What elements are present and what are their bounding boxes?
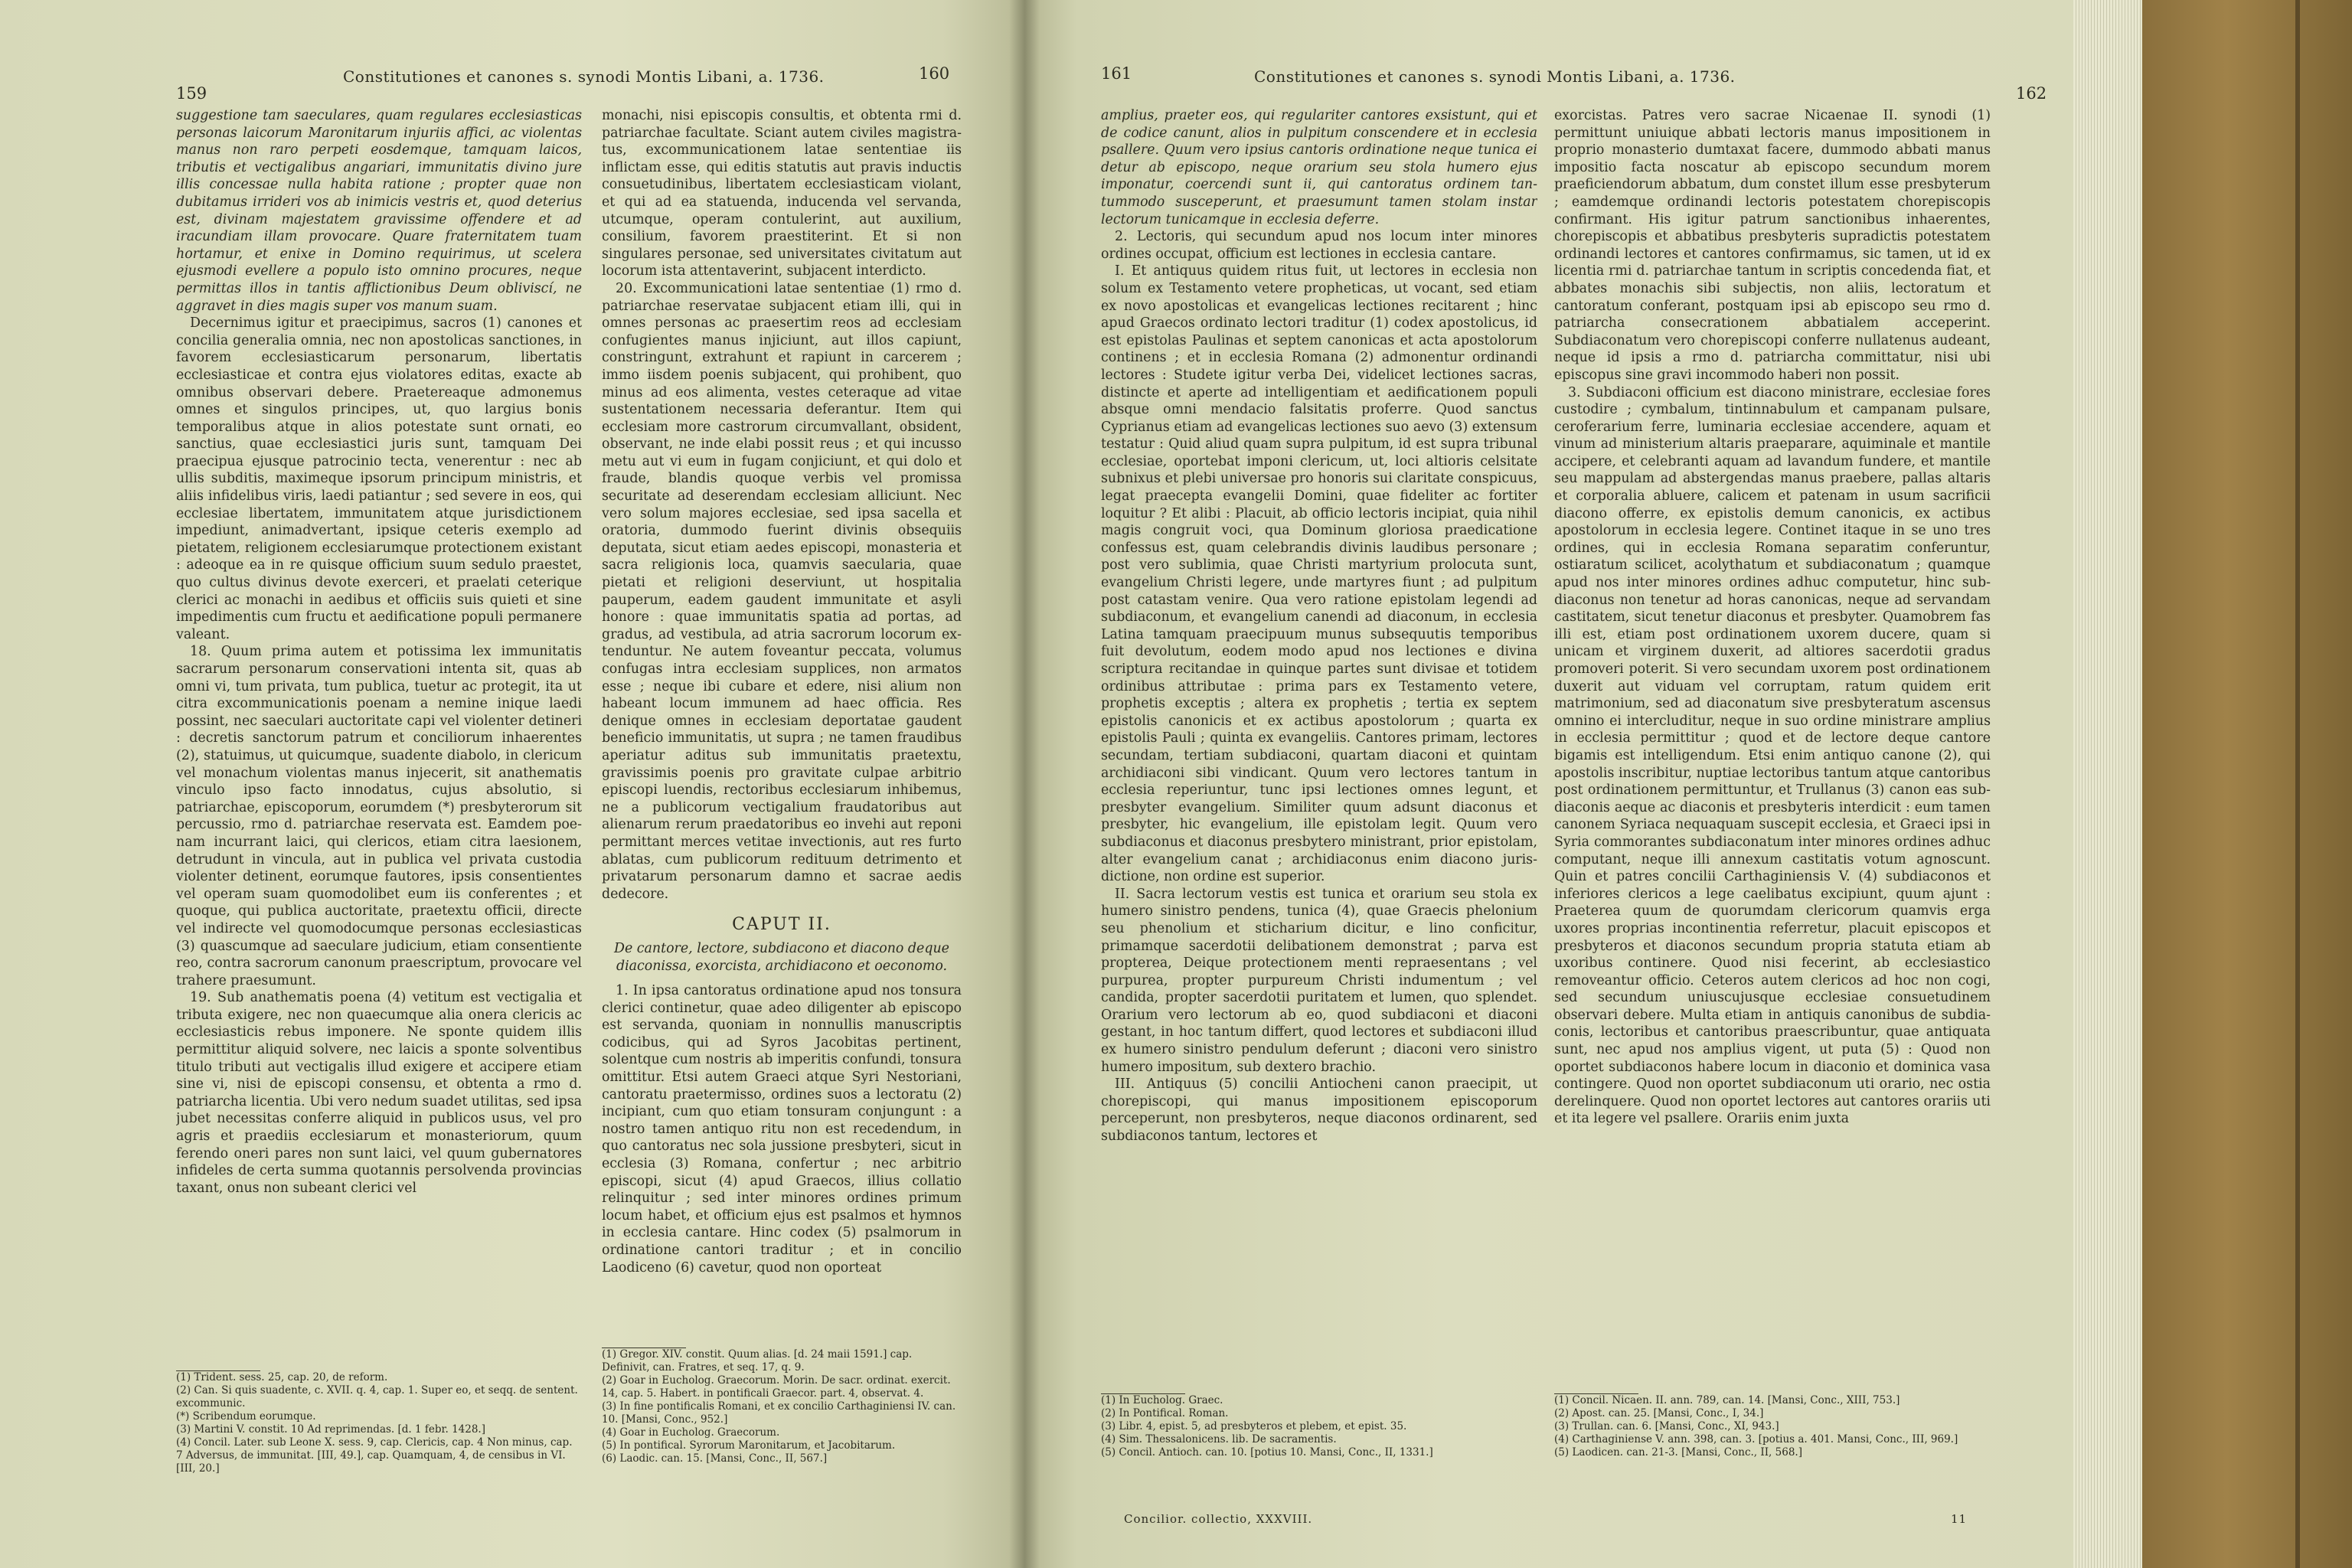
chapter-title: CAPUT II. (732, 915, 831, 935)
paragraph: I. Et antiquus quidem ritus fuit, ut lectores in ecclesia non solum ex Testamento vetere propheticas, ut vocant, sed etiam ex novo apostolicas et evangelicas lectiones recitarent ; hinc apud Graecos ordinato lectori traditur (1) codex apostolicus, id est epistolas Paulinas et septem canonicas et acta apostolorum continens ; et in ecclesia Romana (2) admonentur ordinandi lectores : Studete igitur verba Dei, videlicet lectiones sacras, distincte et aperte ad intelligentiam et aedificationem populi absque omni mendacio falsitatis proferre. Quod sanctus Cyprianus etiam ad evangelicas lectiones suo aevo (3) extensum testatur : Quid aliud quam supra pulpitum, id est supra tribunal ecclesiae, oportebat imponi clericum, ut, loci altioris celsitate subnixus et plebi universae pro honoris sui claritate conspicuus, legat praecepta evangelii Domini, quae fideliter ac fortiter loquitur ? Et alibi : Placuit, ab officio lectoris incipiat, quia nihil magis congruit voci, qua Dominum gloriosa praedicatione confessus est, quam celebrandis divinis laudibus personare ; post vero sublimia, quae Christi martyrium prolocuta sunt, evangelium Christi legere, unde martyres fiunt ; ad pulpitum post catastam venire. Qua vero ratione epistolam legendi ad subdiaconum, et evangelium canendi ad diaconum, in ecclesia Latina tamquam praecipuum munus subsequutis temporibus fuit devolutum, eodem modo apud nos lectiones e divina scriptura recitandae in quinque partes sunt divisae et totidem ordinibus attributae : prima pars ex Testamento vetere, prophetis exceptis ; altera ex prophetis ; tertia ex septem epistolis canonicis et ex actibus apostolorum ; quarta ex epistolis Pauli ; quinta ex evangeliis. Cantores primam, lectores secundam, tertiam subdiaconi, quartam diaconi et quintam archidiaconi sibi vindicant. Quum vero lectores tantum in ecclesia reperiuntur, tunc ipsi lectiones omnes legunt, et presbyter evangelium. Similiter quum adsunt diaconus et presbyter, hic evangelium, ille epistolam legit. Quum vero subdiaconus et diaconus presbytero ministrant, prior epistolam, alter evangelium canat ; archidiaconus enim diacono jurisdictione, non ordine est superior. (1101, 263, 1537, 885)
page-number-left-inner: 160 (919, 64, 950, 83)
footnote: (1) Trident. sess. 25, cap. 20, de reform. (176, 1371, 388, 1383)
paragraph: 3. Subdiaconi officium est diacono ministrare, ecclesiae fores custodire ; cymbalum, tintinnabulum et campanam pulsare, ceroferarium ferre, luminaria ecclesiae accendere, aquam et vinum ad ministerium altaris praeparare, aquiminale et mantile accipere, et celebranti aquam ad lavandum fundere, et mantile seu mappulam ad abstergendas manus praebere, pallas altaris et corporalia abluere, calicem et patenam in usum sacrificii diacono offerre, ex epistolis demum canonicis, ex actibus apostolorum in ecclesia legere. Continet itaque in se uno tres ordines, qui in ecclesia Romana separatim conferuntur, ostiaratum scilicet, acolythatum et subdiaconatum ; quamque apud nos inter minores ordines adhuc computetur, hinc subdiaconus non tenetur ad horas canonicas, neque ad servandam castitatem, sicut tenetur diaconus et presbyter. Quamobrem fas illi est, etiam post ordinationem uxorem ducere, quam si unicam et virginem duxerit, ad altiores sacerdotii gradus promoveri poterit. Si vero secundam uxorem post ordinationem duxerit aut viduam vel corruptam, ratum quidem erit matrimonium, sed ad diaconatum sive presbyteratum ascensus omnino ei intercluditur, neque in suo ordine ministrare amplius in ecclesia permittitur ; quod et de lectore deque cantore bigamis est intelligendum. Etsi enim antiquo canone (2), qui apostolis inscribitur, nuptiae lectoribus tantum atque cantoribus post ordinationem permittuntur, et Trullanus (3) canon eas subdiaconis aeque ac diaconis et presbyteris interdicit : eum tamen canonem Syriaca nequaquam suscepit ecclesia, et Graeci ipsi in Syria commorantes subdiaconatum inter minores ordines adhuc computant, neque illi annexum castitatis votum agnoscunt. Quin et patres concilii Carthaginiensis V. (4) subdiaconos et inferiores clericos a lege caelibatus excipiunt, quum ajunt : Praeterea quum de quorumdam clericorum quamvis erga uxores proprias incontinentia referretur, placuit episcopos et presbyteros et diaconos secundum propria statuta etiam ab uxoribus continere. Quod nisi fecerint, ab ecclesiastico removeantur officio. Ceteros autem clericos ad hoc non cogi, sed secundum uniuscujusque ecclesiae consuetudinem observari debere. Multa etiam in antiquis canonibus de subdiaconis, lectoribus et cantoribus praescribuntur, quae antiquata sunt, nec apud nos amplius vigent, ut puta (5) : Quod non oportet subdiaconos habere locum in diaconio et dominica vasa contingere. Quod non oportet subdiaconum uti orario, nec ostia derelinquere. Quod non oportet lectores aut cantores orariis uti et ita legere vel psallere. Orariis enim juxta (1554, 384, 1991, 1127)
chapter-subtitle: De cantore, lectore, subdiacono et diacono deque diaconissa, exorcista, archidiacono et oeconomo. (614, 940, 949, 974)
right-column-1 (1101, 107, 1537, 1370)
right-column-2 (1554, 107, 1991, 1370)
left-column-1 (176, 107, 582, 1332)
book-gutter (1009, 0, 1040, 1568)
paragraph: 2. Lectoris, qui secundum apud nos locum inter minores ordines occupat, officium est lectiones in ecclesia cantare. (1101, 229, 1537, 262)
footnote: (1) Gregor. XIV. constit. Quum alias. [d. 24 maii 1591.] cap. Definivit, can. Fratres, et seq. 17, q. 9. (602, 1348, 913, 1374)
page-edges (2073, 0, 2142, 1568)
right-page (1024, 0, 2073, 1568)
page-number-right-inner: 161 (1101, 64, 1132, 83)
footnotes-left-2 (602, 1348, 962, 1465)
footnote: (4) Goar in Eucholog. Graecorum. (602, 1426, 780, 1439)
footnote: (4) Sim. Thessalonicens. lib. De sacramentis. (1101, 1433, 1337, 1446)
running-head-left: Constitutiones et canones s. synodi Montis Libani, a. 1736. (343, 67, 825, 86)
paragraph: amplius, praeter eos, qui regulariter cantores exsistunt, qui et de codice canunt, alios in pulpitum conscendere et in ecclesia psallere. Quum vero ipsius cantoris ordinatione neque tunica ei detur ab episcopo, neque orarium seu stola humero ejus imponatur, coercendi sunt ii, qui cantoratus ordinem tantummodo susceperunt, et praesumunt tamen stolam instar lectorum tunicamque in ecclesia deferre. (1101, 108, 1537, 227)
paragraph: 1. In ipsa cantoratus ordinatione apud nos tonsura clerici continetur, quae adeo diligenter ab episcopo est servanda, quoniam in nonnullis manuscriptis codicibus, qui ad Syros Jacobitas pertinent, solentque cum nostris ab imperitis confundi, tonsura omittitur. Etsi autem Graeci atque Syri Nestoriani, cantoratu praetermisso, ordines suos a lectoratu (2) incipiant, cum quo etiam tonsuram conjungunt : a nostro tamen antiquo ritu non est recedendum, in quo cantoratus nec sola jussione presbyteri, sicut in ecclesia (3) Romana, confertur ; nec arbitrio episcopi, sicut (4) apud Graecos, illius collatio relinquitur ; sed inter minores ordines primum locum habet, et officium ejus est psalmos et hymnos in ecclesia cantare. Hinc codex (5) psalmorum in ordinatione cantori traditur ; et in concilio Laodiceno (6) cavetur, quod non oporteat (602, 983, 962, 1276)
footnote: (6) Laodic. can. 15. [Mansi, Conc., II, 567.] (602, 1452, 828, 1465)
page-number-left-outer: 159 (176, 84, 207, 103)
paragraph: 20. Excommunicationi latae sententiae (1) rmo d. patriarchae reservatae subjacent etiam illi, qui in omnes personas ac praesertim reos ad ecclesiam confugientes manus injiciunt, aut illos capiunt, constringunt, extrahunt et rapiunt in carcerem ; immo iisdem poenis subjacent, qui prohibent, quo minus ad eos alimenta, vestes ceteraque ad vitae sustentationem necessaria deferantur. Item qui ecclesiam more castrorum circumvallant, obsident, observant, ne inde elabi possit reus ; et qui incusso metu aut vi eum in fugam conjiciunt, et qui dolo et fraude, blandis quoque verbis vel promissa securitate ad deserendam ecclesiam alliciunt. Nec vero solum majores ecclesiae, sed ipsa sacella et oratoria, dummodo fuerint divinis obsequiis deputata, sicut etiam aedes episcopi, monasteria et sacra religionis loca, quamvis saecularia, quae pietati et religioni deserviunt, ut hospitalia pauperum, eadem gaudent immunitate et asyli honore : quae immunitatis spatia ad portas, ad gradus, ad vestibula, ad atria sacrorum locorum extenduntur. Ne autem foveantur peccata, volumus confugas intra ecclesiam supplices, non armatos esse ; neque ibi cubare et edere, nisi alium non habeant locum immunem ad haec officia. Res denique omnes in ecclesiam deportatae gaudent beneficio immunitatis, ut supra ; ne tamen fraudibus aperiatur aditus sub immunitatis praetextu, gravissimis poenis pro gravitate culpae arbitrio episcopi luendis, rectoribus ecclesiarum inhibemus, ne a publicorum vectigalium fraudatoribus aut alienarum rerum praedatoribus eo invehi aut reponi permittant merces vetitae invectionis, aut res furto ablatas, cum publicorum redituum detrimento et privatarum personarum damno et sacrae aedis dedecore. (602, 280, 962, 902)
paragraph: Decernimus igitur et praecipimus, sacros (1) canones et concilia generalia omnia, nec non apostolicas sanctiones, in favorem ecclesiasticarum personarum, libertatis ecclesiasticae et contra ejus violatores editas, exacte ab omnibus observari debere. Praetereaque admonemus omnes et singulos principes, ut, quo largius bonis temporalibus atque in alios potestate sunt ornati, eo sanctius, quae ecclesiastici juris sunt, tamquam Dei praecipua ejusque patrocinio tecta, venerentur : nec ab ullis subditis, maximeque ipsorum principum ministris, et aliis infidelibus viris, laedi patiantur ; sed severe in eos, qui ecclesiae libertatem, immunitatem atque jurisdictionem impediunt, animadvertant, ipsique ceteris exemplo ad pietatem, religionem ecclesiarumque protectionem existant : adeoque ea in re quisque officium suum sedulo praestet, quo cultus divinus devote exerceri, et praelati ceterique clerici ac monachi in aedibus et officiis suis quieti et sine impedimentis cum fructu et aedificatione populi permanere valeant. (176, 315, 582, 642)
footnote: (4) Concil. Later. sub Leone X. sess. 9, cap. Clericis, cap. 4 Non minus, cap. 7 Adversus, de immunitat. [III, 49.], cap. Quamquam, 4, de censibus in VI. [III, 20.] (176, 1436, 573, 1475)
footnote: (5) In pontifical. Syrorum Maronitarum, et Jacobitarum. (602, 1439, 896, 1452)
paragraph: suggestione tam saeculares, quam regulares ecclesiasticas personas laicorum Maronitarum injuriis affici, ac violentas manus non raro perpeti eosdemque, tamquam laicos, tributis et vectigalibus angariari, immunitatis divino jure illis concessae nulla habita ratione ; propter quae non dubitamus irrideri vos ab inimicis vestris et, quod deterius est, divinam majestatem gravissime offendere et ad iracundiam illam provocare. Quare fraternitatem tuam hortamur, et enixe in Domino requirimus, ut scelera ejusmodi evellere a populo isto omnino procures, neque permittas illos in tantis afflictionibus Deum obliviscí, ne aggravet in dies magis super vos manum suam. (176, 108, 582, 314)
left-page (0, 0, 1024, 1568)
left-column-2 (602, 107, 962, 1332)
footnote: (5) Concil. Antioch. can. 10. [potius 10. Mansi, Conc., II, 1331.] (1101, 1446, 1433, 1459)
footnote: (2) Goar in Eucholog. Graecorum. Morin. De sacr. ordinat. exercit. 14, cap. 5. Habert. in pontificali Graecor. part. 4, observat. 4. (602, 1374, 951, 1400)
running-head-right: Constitutiones et canones s. synodi Montis Libani, a. 1736. (1254, 67, 1736, 86)
footnote: (3) Martini V. constit. 10 Ad reprimendas. [d. 1 febr. 1428.] (176, 1423, 485, 1436)
paragraph: exorcistas. Patres vero sacrae Nicaenae II. synodi (1) permittunt uniuique abbati lectoris manus impositionem in proprio monasterio dumtaxat facere, dummodo abbati manus impositio facta noscatur ab episcopo secundum morem praeficiendorum abbatum, dum constet illum esse presbyterum ; eamdemque ordinandi lectoris potestatem chorepiscopis confirmant. His igitur patrum sanctionibus inhaerentes, chorepiscopis et abbatibus presbyteris supradictis potestatem ordinandi lectores et cantores confirmamus, sic tamen, ut id ex licentia rmi d. patriarchae tantum in scriptis concedenda fiat, et abbates monachis sibi subjectis, non aliis, lectoratum et cantoratum conferant, postquam ipsi ab episcopo seu rmo d. patriarcha consecrationem abbatialem acceperint. Subdiaconatum vero chorepiscopi conferre nullatenus audeant, neque id ipsis a rmo d. patriarcha committatur, nisi ubi episcopus sine gravi incommodo haberi non possit. (1554, 108, 1991, 383)
footnote: (3) Trullan. can. 6. [Mansi, Conc., XI, 943.] (1554, 1420, 1779, 1432)
footnote: (*) Scribendum eorumque. (176, 1410, 316, 1423)
footnotes-right-2 (1554, 1393, 1991, 1459)
paragraph: monachi, nisi episcopis consultis, et obtenta rmi d. patriarchae facultate. Sciant autem civiles magistratus, excommunicationem latae sententiae iis inflictam esse, qui editis statutis aut pravis inductis consuetudinibus, libertatem ecclesiasticam violant, et qui ad ea statuenda, inducenda vel servanda, utcumque, operam contulerint, aut auxilium, consilium, favorem praestiterint. Et si non singulares personae, sed universitates civitatum aut locorum ista attentaverint, subjacent interdicto. (602, 108, 962, 279)
signature-mark: Concilior. collectio, XXXVIII. (1124, 1512, 1313, 1526)
footnote: (4) Carthaginiense V. ann. 398, can. 3. [potius a. 401. Mansi, Conc., III, 969.] (1554, 1433, 1958, 1446)
footnotes-right-1 (1101, 1393, 1537, 1459)
page-number-right-outer: 162 (2016, 84, 2047, 103)
book-cover (2142, 0, 2352, 1568)
signature-number: 11 (1951, 1512, 1968, 1526)
footnote: (2) Can. Si quis suadente, c. XVII. q. 4, cap. 1. Super eo, et seqq. de sentent. excommunic. (176, 1384, 578, 1410)
paragraph: 19. Sub anathematis poena (4) vetitum est vectigalia et tributa exigere, nec non quaecumque alia onera clericis ac ecclesiasticis rebus imponere. Ne sponte quidem illis permittitur aliquid solvere, nec laicis a sponte solventibus titulo tributi aut vectigalis illud exigere et accipere etiam sine vi, nisi de episcopi consensu, et obtenta a rmo d. patriarcha licentia. Ubi vero nedum suadet utilitas, sed ipsa jubet necessitas conferre aliquid in publicos usus, vel pro agris et praediis ecclesiarum et monasteriorum, quum ferendo oneri pares non sunt laici, vel quum gubernatores infideles de certa summa quotannis persolvenda provincias taxant, onus non subeant clerici vel (176, 990, 582, 1196)
paragraph: 18. Quum prima autem et potissima lex immunitatis sacrarum personarum conservationi intenta sit, quas ab omni vi, tum privata, tum publica, tuetur ac protegit, ita ut citra excommunicationis poenam a nemine inique laedi possint, nec saeculari auctoritate capi vel violenter detineri : decretis sanctorum patrum et conciliorum inhaerentes (2), statuimus, ut quicumque, suadente diabolo, in clericum vel monachum violentas manus injecerit, sit anathematis vinculo ipso facto innodatus, cujus absolutio, si patriarchae, episcoporum, eorumdem (*) presbyterorum sit percussio, rmo d. patriarchae reservata est. Eamdem poenam incurrant laici, qui clericos, etiam citra laesionem, detrudunt in vincula, aut in publica vel privata custodia violenter detinent, eorumque fautores, ipsis consentientes vel operam suam quomodolibet eum iis conferentes ; et quoque, qui publica auctoritate, praetextu officii, directe vel indirecte vel quomodocumque personas ecclesiasticas (3) quascumque ad saeculare judicium, etiam consentiente reo, contra sacrorum canonum praescriptum, provocare vel trahere praesumunt. (176, 644, 582, 988)
footnote: (1) In Eucholog. Graec. (1101, 1394, 1223, 1406)
footnote: (1) Concil. Nicaen. II. ann. 789, can. 14. [Mansi, Conc., XIII, 753.] (1554, 1394, 1900, 1406)
paragraph: III. Antiquus (5) concilii Antiocheni canon praecipit, ut chorepiscopi, qui manus impositionem episcoporum perceperunt, non presbyteros, neque diaconos ordinarent, sed subdiaconos tantum, lectores et (1101, 1076, 1537, 1145)
footnote: (2) Apost. can. 25. [Mansi, Conc., I, 34.] (1554, 1407, 1764, 1419)
footnote: (3) In fine pontificalis Romani, et ex concilio Carthaginiensi IV. can. 10. [Mansi, Conc., 952.] (602, 1400, 956, 1426)
footnote: (5) Laodicen. can. 21-3. [Mansi, Conc., II, 568.] (1554, 1446, 1802, 1459)
cover-edge (2295, 0, 2300, 1568)
footnote: (3) Libr. 4, epist. 5, ad presbyteros et plebem, et epist. 35. (1101, 1420, 1407, 1432)
footnotes-left-1 (176, 1370, 582, 1475)
paragraph: II. Sacra lectorum vestis est tunica et orarium seu stola ex humero sinistro pendens, tunica (4), quae Graecis phelonium seu phenolium et sticharium dicitur, e lino conficitur, primamque sacerdotii delibationem demonstrat ; parva est propterea, Deique protectionem menti repraesentans ; vel purpurea, propter purpureum Christi indumentum ; vel candida, propter sacerdotii puritatem et lumen, quo splendet. Orarium vero lectorum ab eo, quod subdiaconi et diaconi gestant, in hoc tantum differt, quod lectores et subdiaconi illud ex humero sinistro pendulum deferunt ; diaconi vero sinistro humero impositum, sub dextero brachio. (1101, 886, 1537, 1075)
footnote: (2) In Pontifical. Roman. (1101, 1407, 1229, 1419)
